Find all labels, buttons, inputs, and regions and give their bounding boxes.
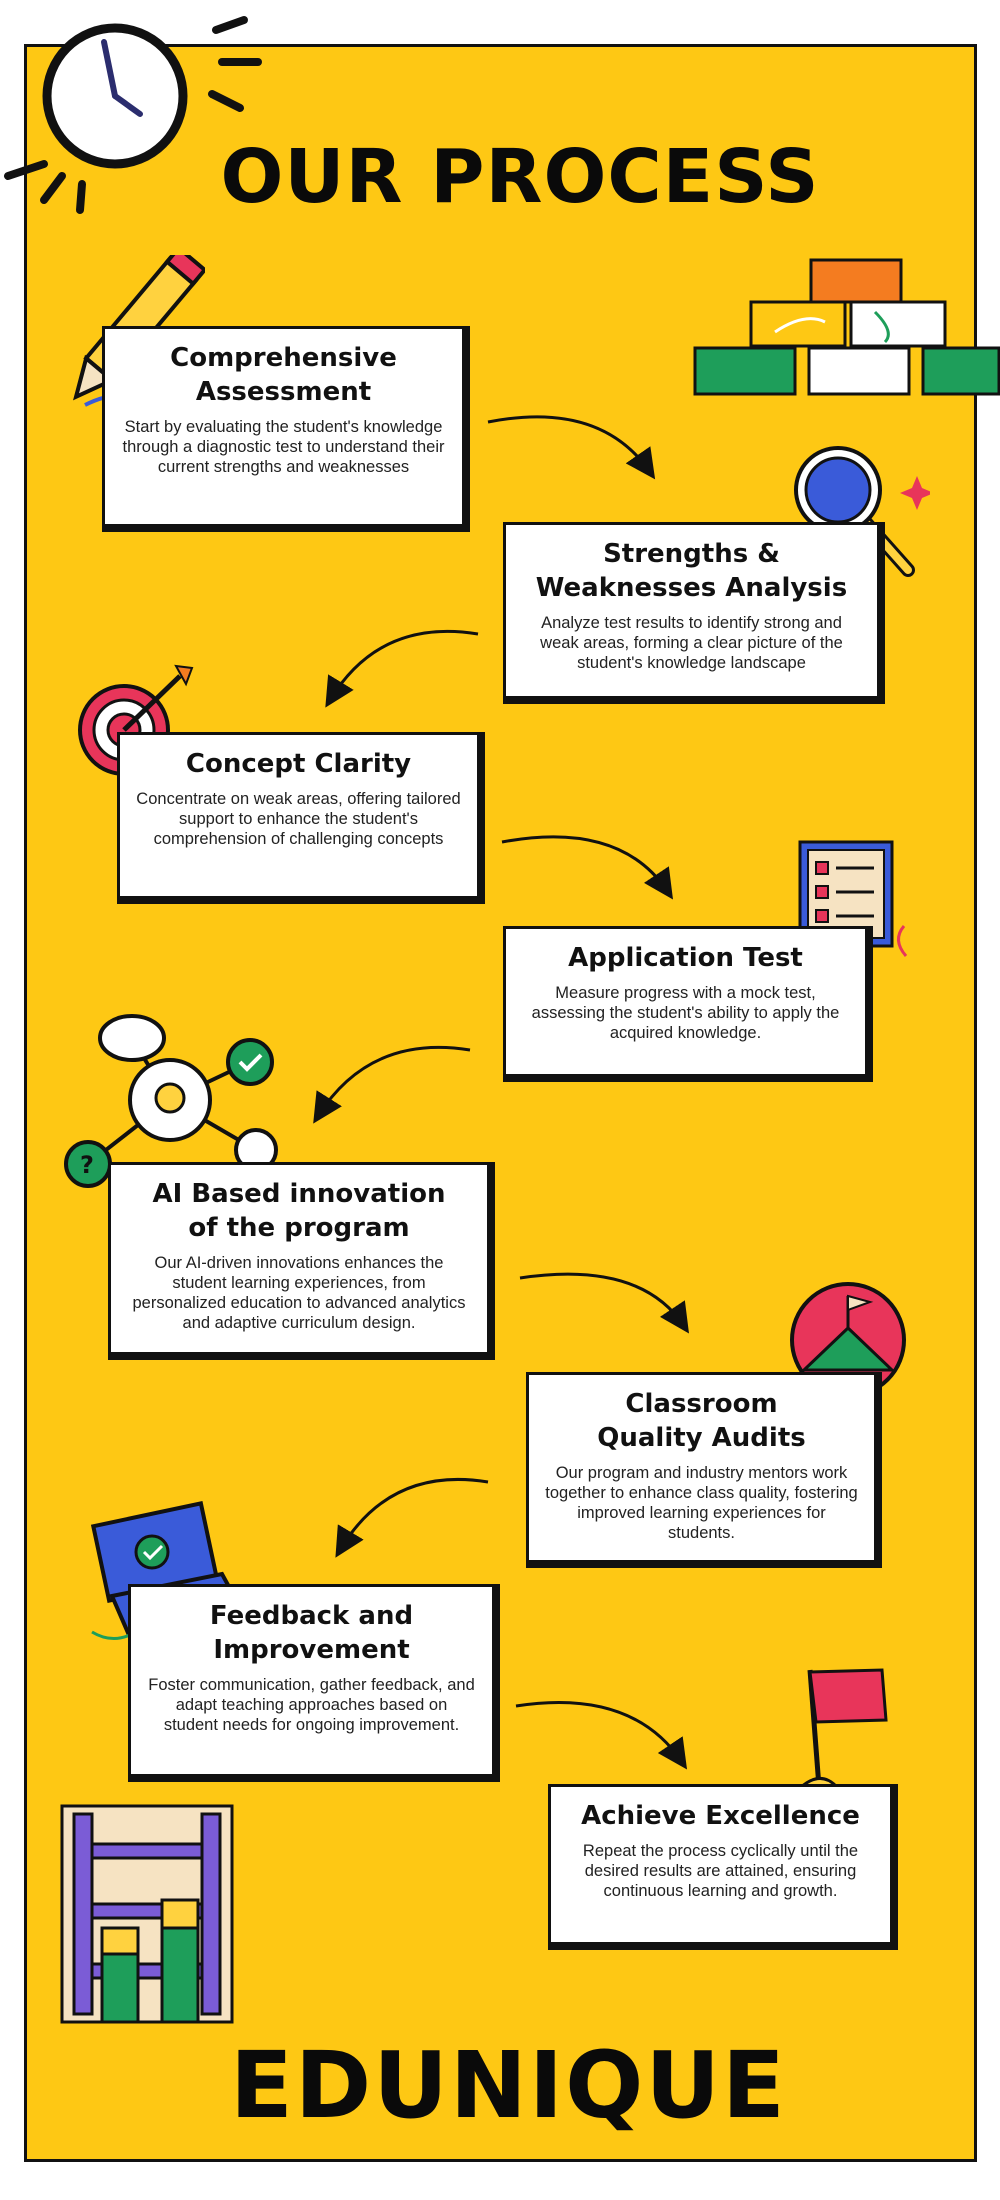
step-description: Measure progress with a mock test, assessing the student's ability to apply the acquired knowledge.: [531, 984, 840, 1042]
step-description: Foster communication, gather feedback, and adapt teaching approaches based on student needs for ongoing improvement.: [148, 1676, 475, 1734]
step-title: Strengths & Weaknesses Analysis: [535, 539, 848, 603]
step-description: Analyze test results to identify strong and weak areas, forming a clear picture of the student's knowledge landscape: [540, 614, 843, 672]
step-title: Application Test: [568, 943, 803, 973]
step-card-feedback-improvement: [128, 1584, 500, 1782]
page-title: OUR PROCESS: [220, 134, 820, 220]
step-title: Concept Clarity: [185, 749, 412, 779]
step-description: Concentrate on weak areas, offering tailored support to enhance the student's comprehension of challenging concepts: [136, 790, 461, 848]
arrow-4-to-5: [318, 1047, 470, 1116]
step-title: Achieve Excellence: [581, 1801, 860, 1831]
step-title: Comprehensive Assessment: [170, 343, 397, 407]
svg-text:?: ?: [80, 1151, 94, 1179]
step-title: Classroom Quality Audits: [597, 1389, 806, 1453]
arrow-6-to-7: [340, 1479, 488, 1550]
arrow-1-to-2: [488, 417, 650, 472]
arrow-2-to-3: [330, 631, 478, 700]
step-title: Feedback and Improvement: [209, 1601, 414, 1665]
step-card-application-test: [503, 926, 873, 1082]
step-card-comprehensive-assessment: [102, 326, 470, 532]
arrow-7-to-8: [516, 1702, 682, 1762]
step-description: Our program and industry mentors work together to enhance class quality, fostering improved learning experiences for students.: [545, 1464, 858, 1542]
step-card-ai-innovation: [108, 1162, 495, 1360]
step-title: AI Based innovation of the program: [152, 1179, 446, 1243]
brand-logo: EDUNIQUE: [230, 2032, 787, 2139]
step-description: Repeat the process cyclically until the desired results are attained, ensuring continuous learning and growth.: [582, 1842, 859, 1900]
arrow-3-to-4: [502, 837, 668, 892]
step-description: Our AI-driven innovations enhances the student learning experiences, from personalized education to advanced analytics and adaptive curriculum design.: [132, 1254, 466, 1332]
step-card-strengths-weaknesses: [503, 522, 885, 704]
step-card-concept-clarity: [117, 732, 485, 904]
arrow-5-to-6: [520, 1274, 684, 1326]
step-card-achieve-excellence: [548, 1784, 898, 1950]
step-description: Start by evaluating the student's knowledge through a diagnostic test to understand their current strengths and weaknesses: [122, 418, 445, 476]
step-card-classroom-audits: [526, 1372, 882, 1568]
